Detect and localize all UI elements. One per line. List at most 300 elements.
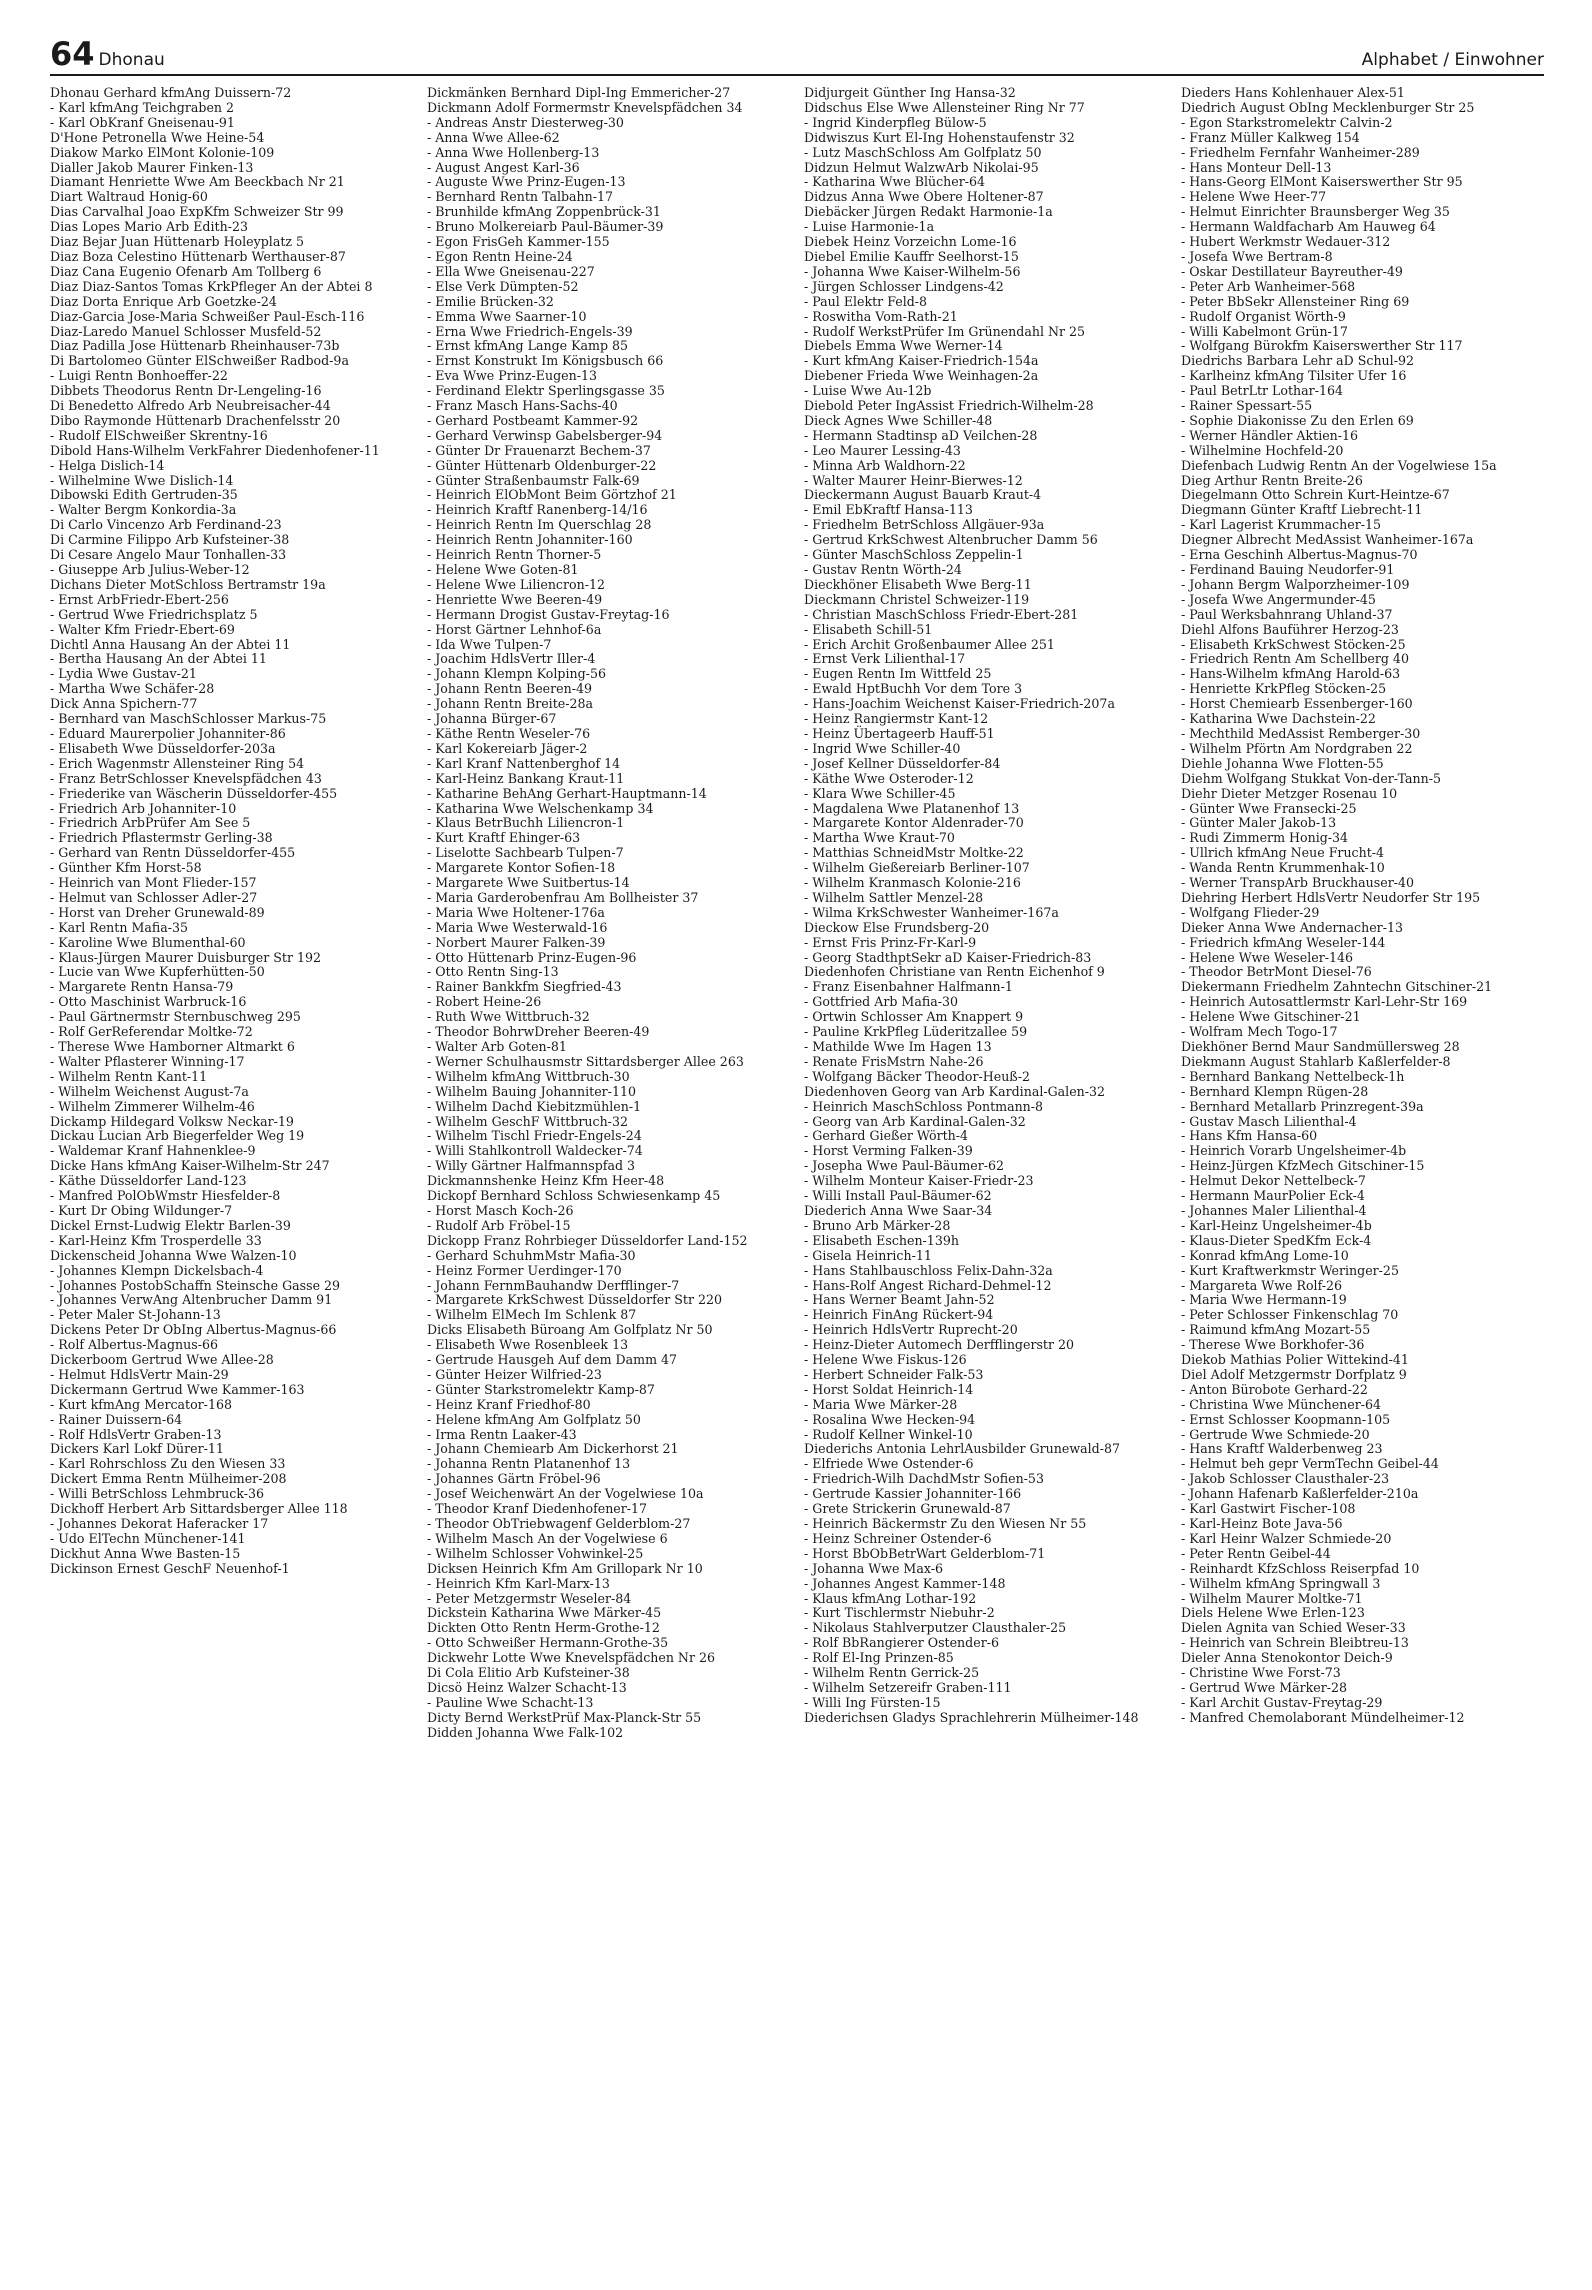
directory-entry: - Martha Wwe Schäfer-28: [50, 681, 215, 697]
directory-entry: - Elisabeth KrkSchwest Stöcken-25: [1181, 636, 1406, 652]
directory-entry: - Kurt Kraftf Ehinger-63: [427, 830, 581, 846]
directory-entry: - Wilhelm Tischl Friedr-Engels-24: [427, 1128, 642, 1144]
directory-entry: - Margarete Kontor Sofien-18: [427, 860, 616, 876]
directory-entry: - Hans Kraftf Walderbenweg 23: [1181, 1441, 1383, 1457]
column-1: [50, 86, 413, 2266]
directory-entry: - Johanna Rentn Platanenhof 13: [427, 1456, 631, 1472]
directory-entry: - Erich Wagenmstr Allensteiner Ring 54: [50, 755, 305, 771]
directory-entry: - Käthe Wwe Osteroder-12: [804, 770, 974, 786]
directory-entry: - Hans Monteur Dell-13: [1181, 159, 1332, 175]
directory-entry: - Maria Wwe Westerwald-16: [427, 919, 608, 935]
directory-entry: - Jürgen Schlosser Lindgens-42: [804, 278, 1004, 294]
directory-entry: - Wilhelm Bauing Johanniter-110: [427, 1083, 636, 1099]
directory-entry: Diaz Bejar Juan Hüttenarb Holeyplatz 5: [50, 234, 305, 250]
directory-entry: - Otto Rentn Sing-13: [427, 964, 559, 980]
directory-entry: - Bernhard Rentn Talbahn-17: [427, 189, 614, 205]
directory-entry: - Kurt Tischlermstr Niebuhr-2: [804, 1605, 995, 1621]
directory-entry: - Klaus kfmAng Lothar-192: [804, 1590, 977, 1606]
directory-entry: - Hermann Waldfacharb Am Hauweg 64: [1181, 219, 1436, 235]
directory-entry: - Otto Hüttenarb Prinz-Eugen-96: [427, 949, 637, 965]
directory-entry: Dickten Otto Rentn Herm-Grothe-12: [427, 1620, 660, 1636]
directory-entry: - Bertha Hausang An der Abtei 11: [50, 651, 267, 667]
directory-entry: - Johann Rentn Breite-28a: [427, 696, 594, 712]
directory-entry: - Heinz Former Uerdinger-170: [427, 1262, 622, 1278]
directory-entry: - Johannes Gärtn Fröbel-96: [427, 1471, 601, 1487]
directory-entry: Dias Lopes Mario Arb Edith-23: [50, 219, 248, 235]
directory-entry: - Rainer Bankkfm Siegfried-43: [427, 979, 622, 995]
directory-entry: - Johannes Angest Kammer-148: [804, 1575, 1006, 1591]
directory-entry: - Karl-Heinz Ungelsheimer-4b: [1181, 1217, 1372, 1233]
directory-entry: - Rolf GerReferendar Moltke-72: [50, 1024, 253, 1040]
directory-entry: - Margareta Wwe Rolf-26: [1181, 1277, 1343, 1293]
directory-entry: - Eduard Maurerpolier Johanniter-86: [50, 725, 286, 741]
directory-entry: - Horst Masch Koch-26: [427, 1202, 574, 1218]
directory-entry: - Rolf BbRangierer Ostender-6: [804, 1635, 999, 1651]
directory-entry: Dickopp Franz Rohrbieger Düsseldorfer Land-152: [427, 1232, 748, 1248]
directory-entry: - Peter Metzgermstr Weseler-84: [427, 1590, 632, 1606]
directory-entry: - Renate FrisMstrn Nahe-26: [804, 1053, 984, 1069]
directory-entry: - Kurt Dr Obing Wildunger-7: [50, 1202, 233, 1218]
directory-entry: Di Benedetto Alfredo Arb Neubreisacher-44: [50, 398, 331, 414]
directory-entry: - Wilhelm Maurer Moltke-71: [1181, 1590, 1363, 1606]
directory-entry: - Liselotte Sachbearb Tulpen-7: [427, 845, 624, 861]
directory-entry: Dielen Agnita van Schied Weser-33: [1181, 1620, 1406, 1636]
header-left: [50, 35, 165, 73]
directory-entry: - Wilhelm Zimmerer Wilhelm-46: [50, 1098, 255, 1114]
directory-entry: - Helene kfmAng Am Golfplatz 50: [427, 1411, 641, 1427]
directory-entry: - Heinz-Jürgen KfzMech Gitschiner-15: [1181, 1158, 1425, 1174]
directory-entry: - Friedhelm BetrSchloss Allgäuer-93a: [804, 517, 1045, 533]
directory-entry: - Heinrich Kfm Karl-Marx-13: [427, 1575, 610, 1591]
directory-entry: Didwiszus Kurt El-Ing Hohenstaufenstr 32: [804, 129, 1075, 145]
directory-entry: - Günter Dr Frauenarzt Bechem-37: [427, 442, 651, 458]
directory-entry: Dickert Emma Rentn Mülheimer-208: [50, 1471, 287, 1487]
directory-entry: Diart Waltraud Honig-60: [50, 189, 208, 205]
directory-entry: Dias Carvalhal Joao ExpKfm Schweizer Str 99: [50, 204, 344, 220]
directory-entry: - Horst Verming Falken-39: [804, 1143, 973, 1159]
directory-entry: - Helmut Einrichter Braunsberger Weg 35: [1181, 204, 1450, 220]
directory-entry: - Karl Archit Gustav-Freytag-29: [1181, 1694, 1383, 1710]
directory-entry: - Ernst ArbFriedr-Ebert-256: [50, 591, 229, 607]
directory-entry: - Karl ObKranf Gneisenau-91: [50, 114, 235, 130]
directory-entry: - Rudolf WerkstPrüfer Im Grünendahl Nr 25: [804, 323, 1086, 339]
directory-entry: - Karl-Heinz Kfm Trosperdelle 33: [50, 1232, 262, 1248]
directory-entry: - Else Verk Dümpten-52: [427, 278, 579, 294]
directory-entry: Diehle Johanna Wwe Flotten-55: [1181, 755, 1384, 771]
directory-entry: Dickwehr Lotte Wwe Knevelspfädchen Nr 26: [427, 1650, 716, 1666]
directory-entry: - Heinrich Rentn Johanniter-160: [427, 532, 633, 548]
directory-entry: - Mathilde Wwe Im Hagen 13: [804, 1039, 992, 1054]
directory-entry: Dicke Hans kfmAng Kaiser-Wilhelm-Str 247: [50, 1158, 330, 1174]
directory-entry: - Friedrich-Wilh DachdMstr Sofien-53: [804, 1471, 1044, 1487]
directory-entry: - Lucie van Wwe Kupferhütten-50: [50, 964, 265, 980]
directory-entry: - Wilhelm Masch An der Vogelwiese 6: [427, 1530, 668, 1546]
directory-entry: - Peter Maler St-Johann-13: [50, 1307, 221, 1323]
directory-entry: - Robert Heine-26: [427, 994, 542, 1010]
directory-entry: - Ewald HptBuchh Vor dem Tore 3: [804, 681, 1023, 697]
directory-entry: - Hans-Rolf Angest Richard-Dehmel-12: [804, 1277, 1052, 1293]
directory-entry: - Gerhard Postbeamt Kammer-92: [427, 412, 639, 428]
directory-entry: - Heinrich van Schrein Bleibtreu-13: [1181, 1635, 1409, 1651]
directory-entry: - Heinrich MaschSchloss Pontmann-8: [804, 1098, 1044, 1114]
directory-entry: - Friedhelm Fernfahr Wanheimer-289: [1181, 144, 1420, 160]
directory-entry: - Franz BetrSchlosser Knevelspfädchen 43: [50, 770, 322, 786]
directory-entry: - Ruth Wwe Wittbruch-32: [427, 1009, 590, 1025]
directory-entry: - Heinz Rangiermstr Kant-12: [804, 711, 989, 727]
directory-entry: - Hermann Drogist Gustav-Freytag-16: [427, 606, 670, 622]
directory-entry: - Heinrich van Mont Flieder-157: [50, 875, 257, 891]
directory-entry: Diefenbach Ludwig Rentn An der Vogelwiese 15a: [1181, 457, 1497, 473]
directory-entry: - Theodor BetrMont Diesel-76: [1181, 964, 1372, 980]
directory-entry: - Peter BbSekr Allensteiner Ring 69: [1181, 293, 1410, 309]
directory-entry: - Helmut Dekor Nettelbeck-7: [1181, 1173, 1366, 1189]
directory-entry: - Otto Maschinist Warbruck-16: [50, 994, 247, 1010]
directory-entry: - Karl Rentn Mafia-35: [50, 919, 189, 935]
directory-entry: D'Hone Petronella Wwe Heine-54: [50, 129, 265, 145]
directory-entry: - Margarete KrkSchwest Düsseldorfer Str 220: [427, 1292, 723, 1308]
directory-entry: - Christine Wwe Forst-73: [1181, 1665, 1341, 1681]
directory-entry: - Margarete Kontor Aldenrader-70: [804, 815, 1024, 831]
directory-entry: - Johann FernmBauhandw Derfflinger-7: [427, 1277, 680, 1293]
directory-entry: Didden Johanna Wwe Falk-102: [427, 1724, 624, 1740]
directory-entry: - Margarete Rentn Hansa-79: [50, 979, 234, 995]
directory-entry: - Johann Bergm Walporzheimer-109: [1181, 576, 1410, 592]
directory-entry: Diehr Dieter Metzger Rosenau 10: [1181, 785, 1398, 801]
directory-entry: - Wilma KrkSchwester Wanheimer-167a: [804, 904, 1059, 920]
directory-entry: - Ferdinand Bauing Neudorfer-91: [1181, 562, 1395, 577]
directory-entry: - Wilhelm Sattler Menzel-28: [804, 889, 984, 905]
directory-entry: - Lydia Wwe Gustav-21: [50, 666, 197, 682]
directory-entry: Dieker Anna Wwe Andernacher-13: [1181, 919, 1403, 935]
directory-entry: - Walter Bergm Konkordia-3a: [50, 502, 237, 518]
directory-entry: - Katharina Wwe Blücher-64: [804, 174, 986, 190]
directory-entry: Dickamp Hildegard Volksw Neckar-19: [50, 1113, 294, 1129]
directory-entry: - Gustav Masch Lilienthal-4: [1181, 1113, 1357, 1129]
directory-entry: - Wilhelm kfmAng Springwall 3: [1181, 1575, 1381, 1591]
directory-entry: - Peter Schlosser Finkenschlag 70: [1181, 1307, 1399, 1323]
directory-entry: Dieckow Else Frundsberg-20: [804, 919, 990, 935]
directory-entry: Dieders Hans Kohlenhauer Alex-51: [1181, 86, 1405, 100]
directory-entry: - Sophie Diakonisse Zu den Erlen 69: [1181, 412, 1414, 428]
directory-entry: - Friederike van Wäscherin Düsseldorfer-455: [50, 785, 338, 801]
directory-entry: - Eugen Rentn Im Wittfeld 25: [804, 666, 992, 682]
directory-entry: - Klara Wwe Schiller-45: [804, 785, 956, 801]
directory-entry: - Hermann MaurPolier Eck-4: [1181, 1188, 1365, 1204]
directory-entry: - Giuseppe Arb Julius-Weber-12: [50, 562, 250, 577]
directory-entry: - Ingrid Wwe Schiller-40: [804, 740, 961, 756]
directory-entry: - Egon FrisGeh Kammer-155: [427, 234, 610, 250]
directory-entry: Diebek Heinz Vorzeichn Lome-16: [804, 234, 1017, 250]
directory-entry: Dickel Ernst-Ludwig Elektr Barlen-39: [50, 1217, 291, 1233]
directory-entry: - Wilhelm Dachd Kiebitzmühlen-1: [427, 1098, 642, 1114]
directory-entry: Didjurgeit Günther Ing Hansa-32: [804, 86, 1016, 100]
directory-entry: Dickermann Gertrud Wwe Kammer-163: [50, 1381, 305, 1397]
directory-entry: - Ida Wwe Tulpen-7: [427, 636, 552, 652]
directory-entry: - Christina Wwe Münchener-64: [1181, 1396, 1382, 1412]
directory-entry: Dick Anna Spichern-77: [50, 696, 198, 712]
directory-entry: - Peter Arb Wanheimer-568: [1181, 278, 1356, 294]
directory-entry: - Wilhelm Setzereifr Graben-111: [804, 1679, 1012, 1695]
directory-entry: - Karlheinz kfmAng Tilsiter Ufer 16: [1181, 368, 1407, 384]
directory-entry: - Heinrich FinAng Rückert-94: [804, 1307, 994, 1323]
directory-entry: Diebel Emilie Kauffr Seelhorst-15: [804, 248, 1019, 264]
directory-entry: - Hans-Joachim Weichenst Kaiser-Friedrich-207a: [804, 696, 1115, 712]
directory-entry: - Wilhelm Gießereiarb Berliner-107: [804, 860, 1030, 876]
directory-entry: - Minna Arb Waldhorn-22: [804, 457, 966, 473]
directory-entry: - Peter Rentn Geibel-44: [1181, 1545, 1331, 1561]
section-title: Alphabet / Einwohner: [1361, 49, 1544, 70]
directory-entry: - Henriette Wwe Beeren-49: [427, 591, 603, 607]
directory-entry: - Josefa Wwe Bertram-8: [1181, 248, 1333, 264]
directory-entry: - Ernst Fris Prinz-Fr-Karl-9: [804, 934, 977, 950]
directory-entry: - Elisabeth Schill-51: [804, 621, 933, 637]
directory-entry: - Gustav Rentn Wörth-24: [804, 562, 962, 577]
directory-entry: - Wilhelm Rentn Gerrick-25: [804, 1665, 980, 1681]
directory-entry: - Rolf HdlsVertr Graben-13: [50, 1426, 222, 1442]
directory-entry: - Werner Händler Aktien-16: [1181, 427, 1359, 443]
directory-entry: Diaz-Garcia Jose-Maria Schweißer Paul-Esch-116: [50, 308, 365, 324]
directory-entry: - Heinrich Rentn Im Querschlag 28: [427, 517, 652, 533]
directory-entry: - Franz Müller Kalkweg 154: [1181, 129, 1360, 145]
directory-entry: - Helene Wwe Goten-81: [427, 562, 579, 577]
directory-entry: - Rudolf Kellner Winkel-10: [804, 1426, 973, 1442]
directory-entry: - Horst BbObBetrWart Gelderblom-71: [804, 1545, 1046, 1561]
directory-entry: - Bernhard Metallarb Prinzregent-39a: [1181, 1098, 1424, 1114]
directory-entry: - Walter Kfm Friedr-Ebert-69: [50, 621, 235, 637]
directory-entry: - Willi Kabelmont Grün-17: [1181, 323, 1348, 339]
directory-entry: - Heinrich Autosattlermstr Karl-Lehr-Str 169: [1181, 994, 1468, 1010]
directory-entry: - Friedrich Pflastermstr Gerling-38: [50, 830, 273, 846]
directory-entry: - Helene Wwe Liliencron-12: [427, 576, 605, 592]
directory-entry: - Theodor BohrwDreher Beeren-49: [427, 1024, 650, 1040]
directory-entry: - Karl kfmAng Teichgraben 2: [50, 99, 235, 115]
directory-entry: - Lutz MaschSchloss Am Golfplatz 50: [804, 144, 1042, 160]
directory-entry: - Maria Garderobenfrau Am Bollheister 37: [427, 889, 699, 905]
directory-entry: - Wolfram Mech Togo-17: [1181, 1024, 1338, 1040]
directory-entry: - Walter Pflasterer Winning-17: [50, 1053, 245, 1069]
directory-entry: Dicty Bernd WerkstPrüf Max-Planck-Str 55: [427, 1709, 702, 1725]
directory-entry: - Helene Wwe Weseler-146: [1181, 949, 1354, 965]
directory-entry: - Walter Arb Goten-81: [427, 1039, 567, 1054]
directory-entry: - Ferdinand Elektr Sperlingsgasse 35: [427, 383, 665, 399]
directory-entry: Diel Adolf Metzgermstr Dorfplatz 9: [1181, 1366, 1407, 1382]
directory-entry: - Hubert Werkmstr Wedauer-312: [1181, 234, 1391, 250]
directory-entry: - Johann Rentn Beeren-49: [427, 681, 592, 697]
directory-entry: - Paul Gärtnermstr Sternbuschweg 295: [50, 1009, 301, 1025]
directory-entry: Diels Helene Wwe Erlen-123: [1181, 1605, 1365, 1621]
directory-entry: - Heinrich Bäckermstr Zu den Wiesen Nr 55: [804, 1516, 1087, 1531]
directory-entry: - Ortwin Schlosser Am Knappert 9: [804, 1009, 1024, 1025]
directory-entry: Diehl Alfons Bauführer Herzog-23: [1181, 621, 1399, 637]
directory-entry: Dieg Arthur Rentn Breite-26: [1181, 472, 1363, 488]
directory-entry: - Wilhelm Rentn Kant-11: [50, 1068, 208, 1084]
directory-entry: Dieckmann Christel Schweizer-119: [804, 591, 1030, 607]
directory-entry: - Friedrich Rentn Am Schellberg 40: [1181, 651, 1409, 667]
directory-entry: Didzun Helmut WalzwArb Nikolai-95: [804, 159, 1039, 175]
directory-entry: - Bernhard Klempn Rügen-28: [1181, 1083, 1369, 1099]
directory-entry: Diedrichs Barbara Lehr aD Schul-92: [1181, 353, 1414, 369]
directory-entry: - Ingrid Kinderpfleg Bülow-5: [804, 114, 987, 130]
directory-entry: - Konrad kfmAng Lome-10: [1181, 1247, 1349, 1263]
directory-entry: - Karl Heinr Walzer Schmiede-20: [1181, 1530, 1392, 1546]
directory-entry: - Heinrich HdlsVertr Ruprecht-20: [804, 1322, 1018, 1338]
directory-entry: - Klaus-Dieter SpedKfm Eck-4: [1181, 1232, 1372, 1248]
directory-entry: - Wilhelm Monteur Kaiser-Friedr-23: [804, 1173, 1034, 1189]
directory-entry: Diekhöner Bernd Maur Sandmüllersweg 28: [1181, 1039, 1460, 1054]
directory-entry: - Nikolaus Stahlverputzer Clausthaler-25: [804, 1620, 1067, 1636]
directory-entry: Didschus Else Wwe Allensteiner Ring Nr 77: [804, 99, 1085, 115]
directory-entry: - Gertrud Wwe Märker-28: [1181, 1679, 1348, 1695]
directory-entry: - Erna Wwe Friedrich-Engels-39: [427, 323, 633, 339]
directory-entry: - Johannes Klempn Dickelsbach-4: [50, 1262, 264, 1278]
directory-entry: Dickmänken Bernhard Dipl-Ing Emmericher-27: [427, 86, 731, 100]
directory-entry: - Hans Werner Beamt Jahn-52: [804, 1292, 995, 1308]
directory-entry: Dickmannshenke Heinz Kfm Heer-48: [427, 1173, 665, 1189]
directory-entry: Dicksen Heinrich Kfm Am Grillopark Nr 10: [427, 1560, 703, 1576]
directory-entry: - Friedrich ArbPrüfer Am See 5: [50, 815, 251, 831]
directory-entry: - Udo ElTechn Münchener-141: [50, 1530, 246, 1546]
directory-entry: - Brunhilde kfmAng Zoppenbrück-31: [427, 204, 661, 220]
directory-entry: - Katharine BehAng Gerhart-Hauptmann-14: [427, 785, 707, 801]
directory-entry: Diaz Padilla Jose Hüttenarb Rheinhauser-73b: [50, 338, 340, 354]
directory-entry: - Heinrich ElObMont Beim Görtzhof 21: [427, 487, 677, 503]
directory-entry: - Wolfgang Bürokfm Kaiserswerther Str 117: [1181, 338, 1463, 354]
directory-entry: - Luise Wwe Au-12b: [804, 383, 932, 399]
directory-entry: - Johanna Wwe Max-6: [804, 1560, 943, 1576]
directory-entry: - Elisabeth Wwe Düsseldorfer-203a: [50, 740, 276, 756]
directory-entry: Dialler Jakob Maurer Finken-13: [50, 159, 254, 175]
directory-entry: - Heinz Schreiner Ostender-6: [804, 1530, 992, 1546]
directory-entry: - Therese Wwe Borkhofer-36: [1181, 1337, 1365, 1353]
directory-entry: - Elisabeth Wwe Rosenbleek 13: [427, 1337, 629, 1353]
directory-entry: - Käthe Düsseldorfer Land-123: [50, 1173, 247, 1189]
directory-entry: - Werner TranspArb Bruckhauser-40: [1181, 875, 1414, 891]
directory-entry: - Wilhelm Weichenst August-7a: [50, 1083, 249, 1099]
directory-entry: - Maria Wwe Holtener-176a: [427, 904, 605, 920]
directory-entry: - Franz Eisenbahner Halfmann-1: [804, 979, 1013, 995]
directory-entry: - Gerhard SchuhmMstr Mafia-30: [427, 1247, 636, 1263]
directory-entry: Dieckhöner Elisabeth Wwe Berg-11: [804, 576, 1032, 592]
directory-entry: Dibowski Edith Gertruden-35: [50, 487, 238, 503]
directory-entry: Dicks Elisabeth Büroang Am Golfplatz Nr 50: [427, 1322, 713, 1338]
directory-entry: - Erich Archit Großenbaumer Allee 251: [804, 636, 1055, 652]
directory-entry: Dickhut Anna Wwe Basten-15: [50, 1545, 241, 1561]
directory-entry: Di Bartolomeo Günter ElSchweißer Radbod-9a: [50, 353, 349, 369]
directory-entry: - Anna Wwe Hollenberg-13: [427, 144, 600, 160]
directory-entry: - Friedrich kfmAng Weseler-144: [1181, 934, 1386, 950]
directory-entry: - Gerhard van Rentn Düsseldorfer-455: [50, 845, 296, 861]
directory-entry: - Roswitha Vom-Rath-21: [804, 308, 958, 324]
directory-entry: - Heinz Übertageerb Hauff-51: [804, 725, 995, 741]
directory-entry: - Karl Lagerist Krummacher-15: [1181, 517, 1382, 533]
directory-entry: - Egon Starkstromelektr Calvin-2: [1181, 114, 1393, 130]
directory-entry: Di Carlo Vincenzo Arb Ferdinand-23: [50, 517, 282, 533]
directory-entry: - Martha Wwe Kraut-70: [804, 830, 955, 846]
column-3: [804, 86, 1167, 2266]
directory-entry: - Leo Maurer Lessing-43: [804, 442, 961, 458]
directory-entry: Diegner Albrecht MedAssist Wanheimer-167a: [1181, 532, 1474, 548]
directory-entry: - Wilhelm Pförtn Am Nordgraben 22: [1181, 740, 1413, 756]
directory-entry: - Ernst kfmAng Lange Kamp 85: [427, 338, 629, 354]
directory-entry: - Ernst Verk Lilienthal-17: [804, 651, 966, 667]
directory-entry: - Pauline KrkPfleg Lüderitzallee 59: [804, 1024, 1028, 1040]
directory-entry: - Anton Bürobote Gerhard-22: [1181, 1381, 1368, 1397]
directory-entry: - Rolf Albertus-Magnus-66: [50, 1337, 218, 1353]
directory-entry: - Willi BetrSchloss Lehmbruck-36: [50, 1486, 265, 1502]
directory-entry: - Willi Install Paul-Bäumer-62: [804, 1188, 992, 1204]
directory-entry: Dickers Karl Lokf Dürer-11: [50, 1441, 224, 1457]
directory-entry: Diekermann Friedhelm Zahntechn Gitschiner-21: [1181, 979, 1493, 995]
directory-entry: - Horst Chemiearb Essenberger-160: [1181, 696, 1413, 712]
column-2: [427, 86, 790, 2266]
directory-entry: Diegelmann Otto Schrein Kurt-Heintze-67: [1181, 487, 1450, 503]
directory-entry: Diekob Mathias Polier Wittekind-41: [1181, 1352, 1409, 1368]
directory-entry: Di Carmine Filippo Arb Kufsteiner-38: [50, 532, 290, 548]
directory-entry: - Helmut beh gepr VermTechn Geibel-44: [1181, 1456, 1439, 1472]
directory-entry: - Gertrude Hausgeh Auf dem Damm 47: [427, 1352, 678, 1368]
directory-entry: Dieckermann August Bauarb Kraut-4: [804, 487, 1042, 503]
directory-entry: - Elfriede Wwe Ostender-6: [804, 1456, 974, 1472]
directory-entry: Dhonau Gerhard kfmAng Duissern-72: [50, 86, 292, 100]
directory-entry: Dickau Lucian Arb Biegerfelder Weg 19: [50, 1128, 305, 1144]
directory-entry: - Hans-Wilhelm kfmAng Harold-63: [1181, 666, 1401, 682]
directory-entry: - Franz Masch Hans-Sachs-40: [427, 398, 618, 414]
directory-entry: - Karl-Heinz Bankang Kraut-11: [427, 770, 625, 786]
directory-entry: - Kurt Kraftwerkmstr Weringer-25: [1181, 1262, 1399, 1278]
directory-entry: Dickopf Bernhard Schloss Schwiesenkamp 45: [427, 1188, 721, 1204]
directory-entry: - Hans Stahlbauschloss Felix-Dahn-32a: [804, 1262, 1053, 1278]
directory-entry: - Willy Gärtner Halfmannspfad 3: [427, 1158, 636, 1174]
directory-entry: - Katharina Wwe Dachstein-22: [1181, 711, 1376, 727]
directory-entry: Diaz Diaz-Santos Tomas KrkPfleger An der Abtei 8: [50, 278, 373, 294]
directory-entry: Diamant Henriette Wwe Am Beeckbach Nr 21: [50, 174, 345, 190]
directory-entry: Dickmann Adolf Formermstr Knevelspfädchen 34: [427, 99, 743, 115]
directory-entry: - Waldemar Kranf Hahnenklee-9: [50, 1143, 256, 1159]
directory-entry: - Helga Dislich-14: [50, 457, 165, 473]
directory-entry: - Bernhard Bankang Nettelbeck-1h: [1181, 1068, 1405, 1084]
directory-entry: Dieck Agnes Wwe Schiller-48: [804, 412, 993, 428]
directory-entry: - Karl Gastwirt Fischer-108: [1181, 1501, 1356, 1517]
directory-entry: Dieler Anna Stenokontor Deich-9: [1181, 1650, 1393, 1666]
directory-entry: - Christian MaschSchloss Friedr-Ebert-281: [804, 606, 1079, 622]
directory-entry: - Rainer Spessart-55: [1181, 398, 1313, 414]
directory-entry: - Helene Wwe Heer-77: [1181, 189, 1327, 205]
directory-entry: Dickinson Ernest GeschF Neuenhof-1: [50, 1560, 290, 1576]
directory-entry: - Wilhelm ElMech Im Schlenk 87: [427, 1307, 637, 1323]
directory-entry: - Klaus BetrBuchh Liliencron-1: [427, 815, 625, 831]
directory-entry: - Ullrich kfmAng Neue Frucht-4: [1181, 845, 1385, 861]
directory-entry: - Karl-Heinz Bote Java-56: [1181, 1516, 1343, 1531]
directory-entry: - Manfred Chemolaborant Mündelheimer-12: [1181, 1709, 1465, 1725]
directory-entry: - Günter Straßenbaumstr Falk-69: [427, 472, 640, 488]
directory-entry: - Manfred PolObWmstr Hiesfelder-8: [50, 1188, 281, 1204]
directory-entry: Diederich Anna Wwe Saar-34: [804, 1202, 993, 1218]
directory-entry: - Auguste Wwe Prinz-Eugen-13: [427, 174, 626, 190]
directory-entry: - Wilhelm Kranmasch Kolonie-216: [804, 875, 1021, 891]
directory-entry: Diederichsen Gladys Sprachlehrerin Mülheimer-148: [804, 1709, 1139, 1725]
page-header: [50, 30, 1544, 76]
directory-entry: Diegmann Günter Kraftf Liebrecht-11: [1181, 502, 1423, 518]
directory-entry: - Wilhelm kfmAng Wittbruch-30: [427, 1068, 630, 1084]
directory-entry: - Kurt kfmAng Kaiser-Friedrich-154a: [804, 353, 1039, 369]
directory-entry: - Karoline Wwe Blumenthal-60: [50, 934, 246, 950]
directory-entry: - Heinrich Kraftf Ranenberg-14/16: [427, 502, 648, 518]
directory-entry: - Jakob Schlosser Clausthaler-23: [1181, 1471, 1390, 1487]
directory-entry: Dichans Dieter MotSchloss Bertramstr 19a: [50, 576, 326, 592]
directory-entry: - Friedrich Arb Johanniter-10: [50, 800, 237, 816]
directory-entry: - Otto Schweißer Hermann-Grothe-35: [427, 1635, 669, 1651]
directory-entry: - Theodor Kranf Diedenhofener-17: [427, 1501, 648, 1517]
